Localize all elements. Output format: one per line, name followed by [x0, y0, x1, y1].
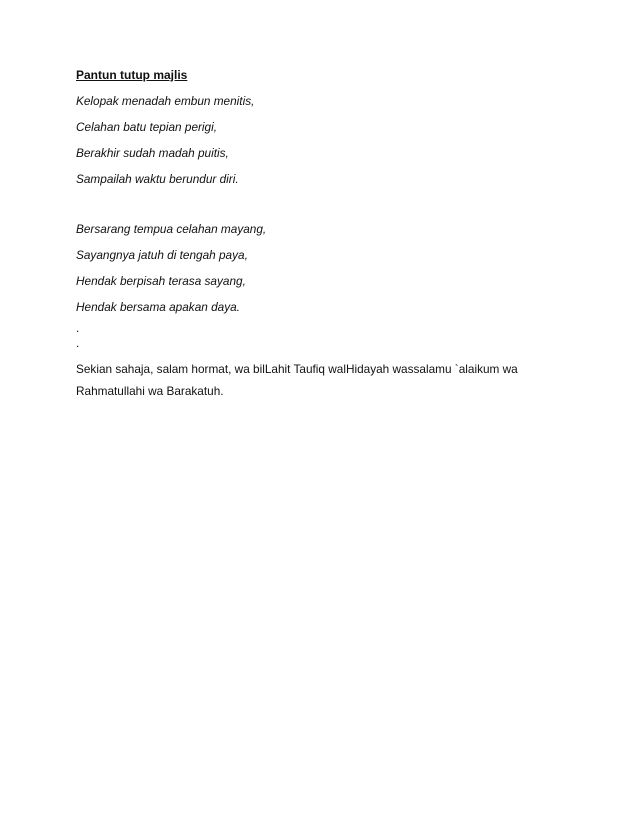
stanza-line: Sampailah waktu berundur diri. — [76, 172, 239, 186]
stanza-line: Berakhir sudah madah puitis, — [76, 146, 229, 160]
closing-paragraph — [76, 358, 546, 402]
stanza-spacer — [76, 198, 546, 222]
stanza-line: Hendak berpisah terasa sayang, — [76, 274, 246, 288]
stanza-line: Celahan batu tepian perigi, — [76, 120, 218, 134]
stanza-line: Bersarang tempua celahan mayang, — [76, 222, 267, 236]
separator-dot: . — [76, 336, 80, 350]
separator-dot: . — [76, 321, 80, 335]
document-title: Pantun tutup majlis — [76, 68, 188, 82]
closing-line-1: Sekian sahaja, salam hormat, wa bilLahit Taufiq walHidayah wassalamu `alaikum wa — [76, 362, 518, 376]
stanza-line: Kelopak menadah embun menitis, — [76, 94, 255, 108]
document-content — [76, 68, 546, 402]
pantun-stanza-1 — [76, 94, 546, 187]
separator-dots — [76, 323, 546, 349]
stanza-line: Hendak bersama apakan daya. — [76, 300, 240, 314]
pantun-stanza-2 — [76, 222, 546, 315]
closing-line-2: Rahmatullahi wa Barakatuh. — [76, 384, 224, 398]
stanza-line: Sayangnya jatuh di tengah paya, — [76, 248, 248, 262]
